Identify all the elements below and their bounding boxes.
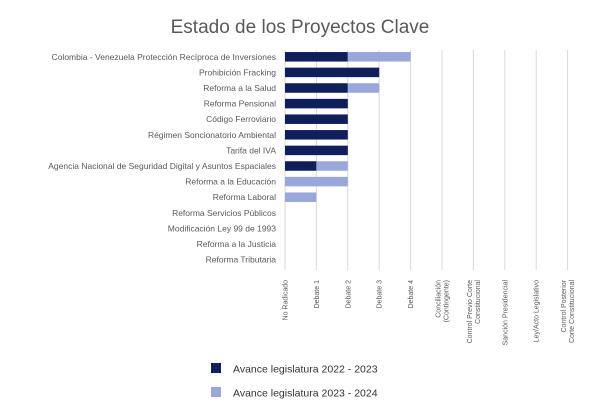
x-tick-label: Debate 2 — [345, 280, 353, 309]
category-label: Reforma a la Salud — [203, 83, 276, 93]
bar-2022-2023 — [285, 68, 379, 78]
legend-swatch — [211, 387, 221, 397]
x-tick-label: Debate 1 — [313, 280, 321, 309]
chart-title: Estado de los Proyectos Clave — [170, 17, 430, 38]
x-tick-label: No Radicado — [282, 280, 290, 321]
category-label: Reforma a la Educación — [185, 176, 276, 187]
legend-item — [211, 363, 378, 376]
category-label: Agencia Nacional de Seguridad Digital y Asuntos Espaciales — [48, 161, 276, 171]
category-label: Prohibición Fracking — [198, 67, 276, 78]
bar-2022-2023 — [285, 161, 316, 171]
category-label: Reforma Pensional — [203, 98, 276, 109]
bar-2023-2024 — [316, 161, 347, 171]
bar-2022-2023 — [285, 146, 348, 156]
x-tick-label: Control Previo CorteConstitucional — [466, 280, 482, 344]
bar-2023-2024 — [285, 192, 316, 202]
category-label: Reforma a la Justicia — [196, 239, 276, 249]
legend-label: Avance legislatura 2023 - 2024 — [233, 387, 378, 400]
category-label: Reforma Servicios Públicos — [172, 207, 276, 218]
bar-2022-2023 — [285, 83, 348, 93]
legend-label: Avance legislatura 2022 - 2023 — [233, 363, 378, 376]
category-label: Reforma Tributaria — [205, 254, 276, 265]
x-tick-label: Conciliación(Contingente) — [435, 280, 451, 323]
legend-item — [211, 387, 378, 400]
category-label: Tarifa del IVA — [226, 145, 276, 156]
x-tick-label: Debate 4 — [408, 280, 416, 309]
bar-2022-2023 — [285, 130, 348, 140]
x-tick-label: Ley/Acto Legislativo — [533, 280, 541, 343]
legend-swatch — [211, 363, 221, 373]
bar-2023-2024 — [348, 52, 411, 62]
category-label: Código Ferroviario — [206, 114, 276, 125]
category-label: Modificación Ley 99 de 1993 — [167, 223, 276, 234]
x-tick-label: Debate 3 — [376, 280, 384, 309]
bar-2023-2024 — [348, 83, 379, 93]
bar-2022-2023 — [285, 99, 348, 109]
category-label: Reforma Laboral — [212, 192, 276, 203]
x-tick-label: Control PosteriorCorte Constitucional — [561, 280, 577, 344]
x-tick-label: Sanción Presidencial — [502, 280, 510, 346]
bar-2022-2023 — [285, 114, 348, 124]
category-label: Colombia - Venezuela Protección Recíproca de Inversiones — [51, 51, 276, 62]
bar-2023-2024 — [285, 177, 348, 187]
category-label: Régimen Soncionatorio Ambiental — [147, 129, 276, 140]
bar-2022-2023 — [285, 52, 348, 62]
